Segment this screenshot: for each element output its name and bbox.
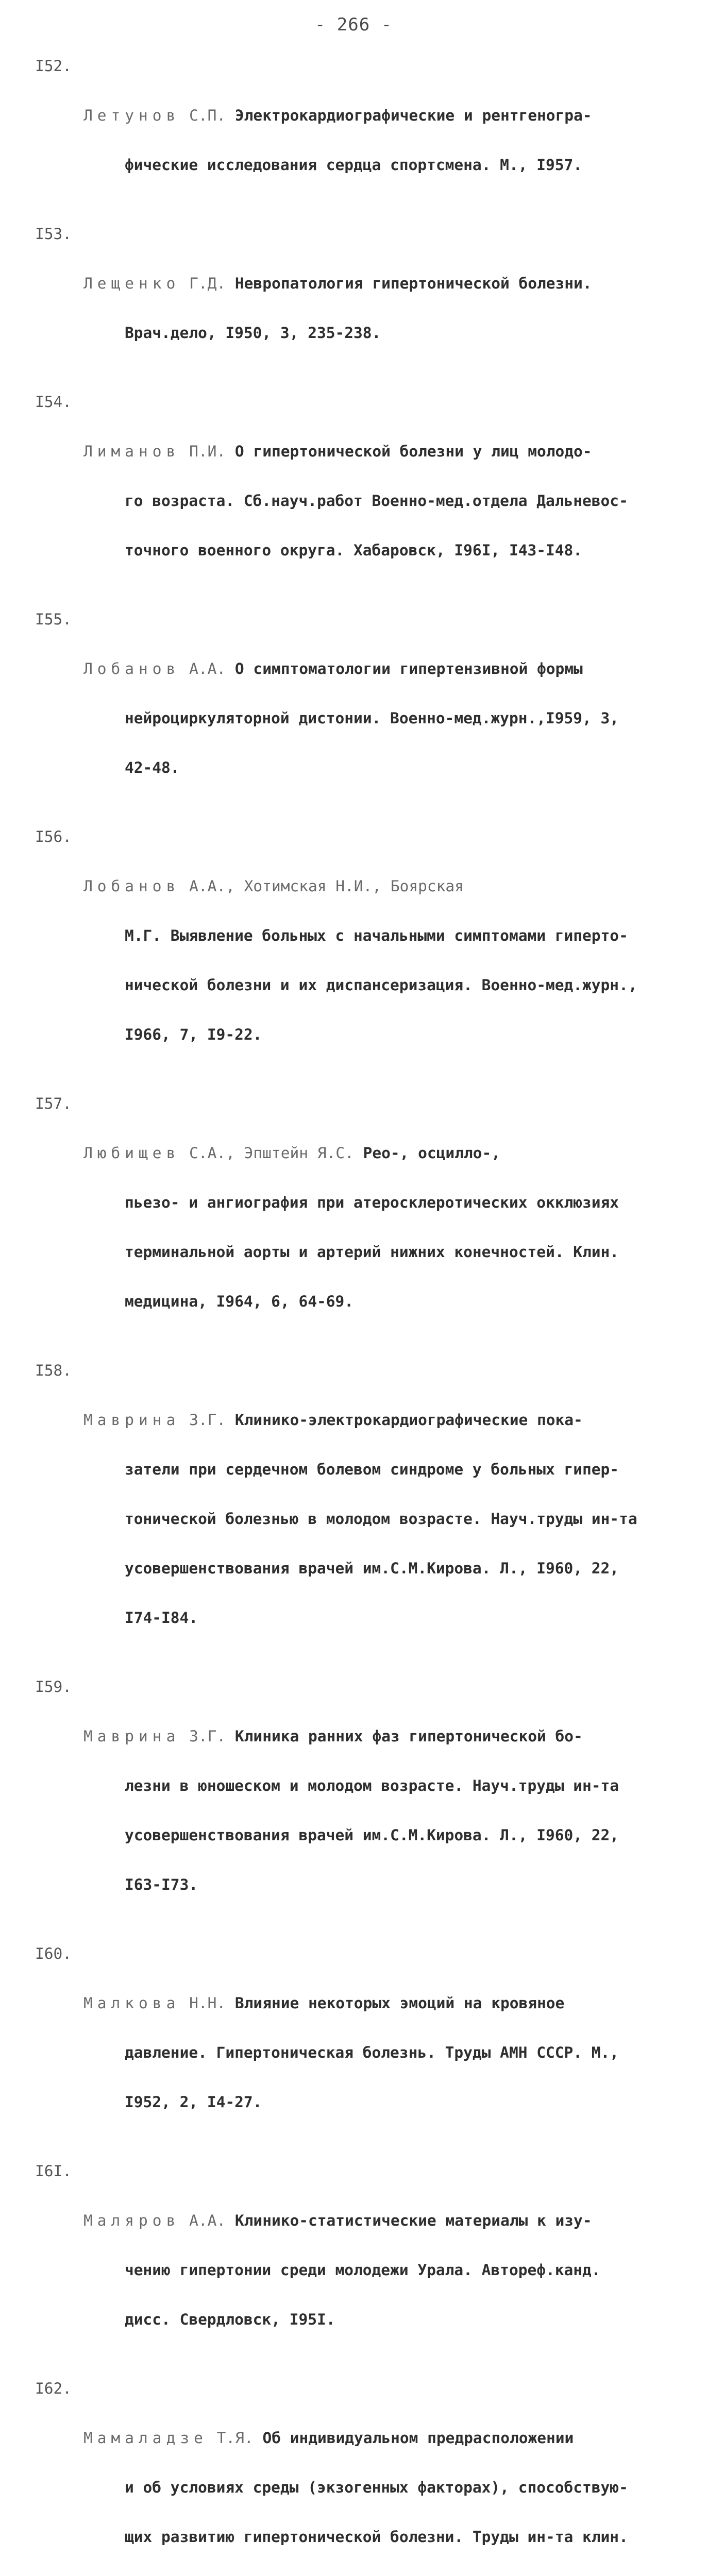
entry-first-line [83, 275, 674, 292]
entry-first-line [83, 878, 674, 894]
entry-line: нической болезни и их диспансеризация. Военно-мед.журн., [125, 976, 637, 994]
entry-author: Маврина [83, 1411, 180, 1429]
entry-number: I6I. [35, 2162, 72, 2180]
bibliography-entry [35, 226, 674, 374]
bibliography-entry [35, 2163, 674, 2361]
entry-line: точного военного округа. Хабаровск, I96I, I43-I48. [125, 541, 583, 559]
entry-number: I62. [35, 2380, 72, 2397]
entry-first-line [83, 107, 674, 124]
entry-number: I57. [35, 1095, 72, 1112]
entry-number: I53. [35, 225, 72, 243]
entry-first-line [83, 1412, 674, 1428]
bibliography-entry [35, 1095, 674, 1343]
entry-line: нейроциркуляторной дистонии. Военно-мед.журн.,I959, 3, [125, 709, 619, 727]
entry-line: затели при сердечном болевом синдроме у больных гипер- [125, 1461, 619, 1478]
entry-first-line [83, 2430, 674, 2446]
entry-author: Маврина [83, 1727, 180, 1745]
bibliography-entry [35, 828, 674, 1076]
entry-number: I55. [35, 611, 72, 628]
entry-number: I54. [35, 393, 72, 411]
entry-initials: А.А. [189, 660, 226, 677]
bibliography-entry [35, 611, 674, 809]
page-number: - 266 - [314, 14, 393, 35]
entry-line: лезни в юношеском и молодом возрасте. Науч.труды ин-та [125, 1777, 619, 1794]
entry-line: пьезо- и ангиография при атеросклеротических окклюзиях [125, 1194, 619, 1211]
entry-text: Влияние некоторых эмоций на кровяное [234, 1994, 565, 2012]
entry-number: I60. [35, 1945, 72, 1962]
bibliography-entry [35, 1679, 674, 1926]
entry-text: О гипертонической болезни у лиц молодо- [234, 443, 592, 460]
entry-line: терминальной аорты и артерий нижних конечностей. Клин. [125, 1243, 619, 1261]
entry-first-line [83, 1145, 674, 1161]
bibliography-entry [35, 2380, 674, 2576]
entry-author: Лобанов [83, 877, 180, 895]
entry-initials: С.П. [189, 107, 226, 124]
entry-line: 42-48. [125, 759, 180, 776]
entry-line: Врач.дело, I950, 3, 235-238. [125, 324, 381, 342]
entry-initials: А.А., Хотимская Н.И., Боярская [189, 877, 464, 895]
entry-number: I56. [35, 828, 72, 845]
entry-text: Клинико-статистические материалы к изу- [234, 2212, 592, 2229]
entry-line: го возраста. Сб.науч.работ Военно-мед.отдела Дальневос- [125, 492, 628, 510]
entry-author: Лиманов [83, 443, 180, 460]
entry-text: Рео-, осцилло-, [363, 1144, 500, 1162]
entry-line: дисс. Свердловск, I95I. [125, 2311, 335, 2328]
entry-text: Клинико-электрокардиографические пока- [234, 1411, 583, 1429]
entry-first-line [83, 1728, 674, 1744]
entry-text: Невропатология гипертонической болезни. [234, 275, 592, 292]
entry-line: медицина, I964, 6, 64-69. [125, 1293, 354, 1310]
entry-text: О симптоматологии гипертензивной формы [234, 660, 583, 677]
entry-first-line [83, 660, 674, 677]
entry-line: I966, 7, I9-22. [125, 1026, 262, 1043]
entry-first-line [83, 1995, 674, 2011]
entry-line: I63-I73. [125, 1876, 198, 1893]
entry-initials: З.Г. [189, 1727, 226, 1745]
entry-author: Малкова [83, 1994, 180, 2012]
entry-line: I74-I84. [125, 1609, 198, 1626]
entry-initials: П.И. [189, 443, 226, 460]
entry-text: Клиника ранних фаз гипертонической бо- [234, 1727, 583, 1745]
entry-author: Летунов [83, 107, 180, 124]
bibliography-list [35, 58, 674, 2576]
entry-author: Лобанов [83, 660, 180, 677]
entry-number: I59. [35, 1678, 72, 1696]
entry-line: давление. Гипертоническая болезнь. Труды АМН СССР. М., [125, 2044, 619, 2061]
entry-initials: С.А., Эпштейн Я.С. [189, 1144, 354, 1162]
entry-initials: З.Г. [189, 1411, 226, 1429]
bibliography-entry [35, 1945, 674, 2143]
bibliography-entry [35, 1362, 674, 1659]
entry-line: тонической болезнью в молодом возрасте. Науч.труды ин-та [125, 1510, 637, 1528]
entry-line: фические исследования сердца спортсмена. М., I957. [125, 156, 583, 174]
entry-initials: Г.Д. [189, 275, 226, 292]
entry-author: Любищев [83, 1144, 180, 1162]
entry-initials: Н.Н. [189, 1994, 226, 2012]
entry-line: и об условиях среды (экзогенных факторах), способствую- [125, 2479, 628, 2496]
entry-author: Маляров [83, 2212, 180, 2229]
entry-line: щих развитию гипертонической болезни. Труды ин-та клин. [125, 2528, 628, 2546]
bibliography-entry [35, 394, 674, 591]
entry-initials: А.А. [189, 2212, 226, 2229]
entry-initials: Т.Я. [216, 2429, 254, 2447]
entry-author: Лещенко [83, 275, 180, 292]
entry-line: М.Г. Выявление больных с начальными симптомами гиперто- [125, 927, 628, 944]
entry-number: I58. [35, 1362, 72, 1379]
entry-line: усовершенствования врачей им.С.М.Кирова. Л., I960, 22, [125, 1560, 619, 1577]
entry-text: Об индивидуальном предрасположении [262, 2429, 574, 2447]
entry-first-line [83, 2212, 674, 2229]
entry-author: Мамаладзе [83, 2429, 208, 2447]
bibliography-entry [35, 58, 674, 206]
entry-line: I952, 2, I4-27. [125, 2093, 262, 2111]
entry-first-line [83, 443, 674, 460]
entry-line: усовершенствования врачей им.С.М.Кирова. Л., I960, 22, [125, 1826, 619, 1844]
entry-text: Электрокардиографические и рентгеногра- [234, 107, 592, 124]
entry-number: I52. [35, 57, 72, 75]
entry-line: чению гипертонии среди молодежи Урала. Автореф.канд. [125, 2261, 601, 2279]
